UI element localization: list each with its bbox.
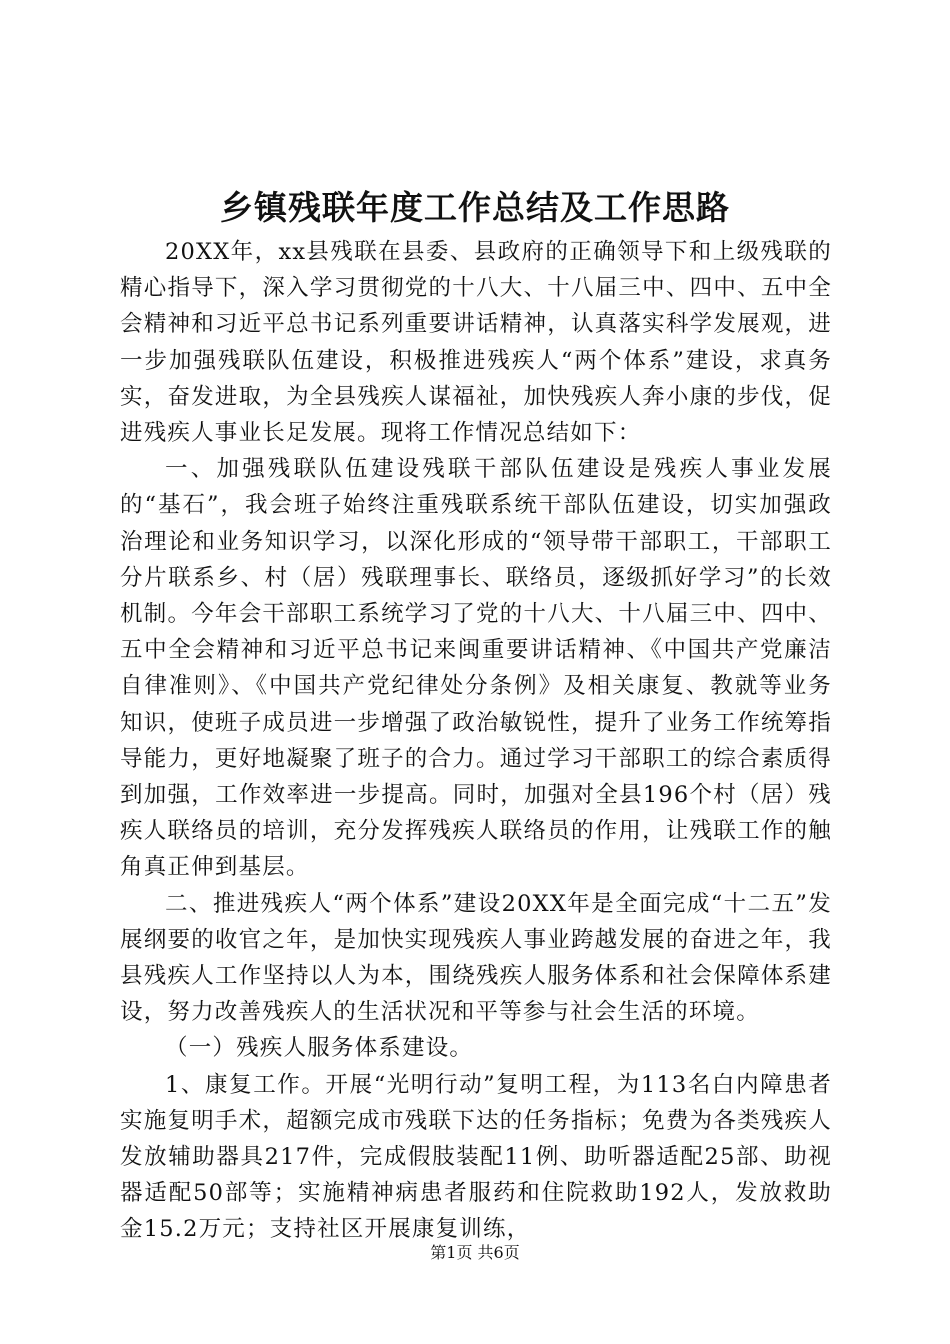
paragraph-rehab-work: 1、康复工作。开展“光明行动”复明工程，为113名白内障患者实施复明手术，超额完成市残联下达的任务指标；免费为各类残疾人发放辅助器具217件，完成假肢装配11例、助听器适配25部、助视器适配50部等；实施精神病患者服药和住院救助192人，发放救助金15.2万元；支持社区开展康复训练， bbox=[120, 1071, 832, 1243]
document-body bbox=[120, 234, 832, 1248]
document-title: 乡镇残联年度工作总结及工作思路 bbox=[220, 188, 730, 227]
page-number-footer: 第1页 共6页 bbox=[430, 1243, 520, 1262]
paragraph-subsection-1: （一）残疾人服务体系建设。 bbox=[165, 1035, 474, 1062]
paragraph-section-1: 一、加强残联队伍建设残联干部队伍建设是残疾人事业发展的“基石”，我会班子始终注重残联系统干部队伍建设，切实加强政治理论和业务知识学习，以深化形成的“领导带干部职工，干部职工分片联系乡、村（居）残联理事长、联络员，逐级抓好学习”的长效机制。今年会干部职工系统学习了党的十八大、十八届三中、四中、五中全会精神和习近平总书记来闽重要讲话精神、《中国共产党廉洁自律准则》、《中国共产党纪律处分条例》及相关康复、教就等业务知识，使班子成员进一步增强了政治敏锐性，提升了业务工作统筹指导能力，更好地凝聚了班子的合力。通过学习干部职工的综合素质得到加强，工作效率进一步提高。同时，加强对全县196个村（居）残疾人联络员的培训，充分发挥残疾人联络员的作用，让残联工作的触角真正伸到基层。 bbox=[120, 456, 832, 881]
paragraph-section-2: 二、推进残疾人“两个体系”建设20XX年是全面完成“十二五”发展纲要的收官之年，是加快实现残疾人事业跨越发展的奋进之年，我县残疾人工作坚持以人为本，围绕残疾人服务体系和社会保障体系建设，努力改善残疾人的生活状况和平等参与社会生活的环境。 bbox=[120, 890, 832, 1026]
paragraph-intro: 20XX年，xx县残联在县委、县政府的正确领导下和上级残联的精心指导下，深入学习贯彻党的十八大、十八届三中、四中、五中全会精神和习近平总书记系列重要讲话精神，认真落实科学发展观，进一步加强残联队伍建设，积极推进残疾人“两个体系”建设，求真务实，奋发进取，为全县残疾人谋福祉，加快残疾人奔小康的步伐，促进残疾人事业长足发展。现将工作情况总结如下： bbox=[120, 239, 832, 447]
